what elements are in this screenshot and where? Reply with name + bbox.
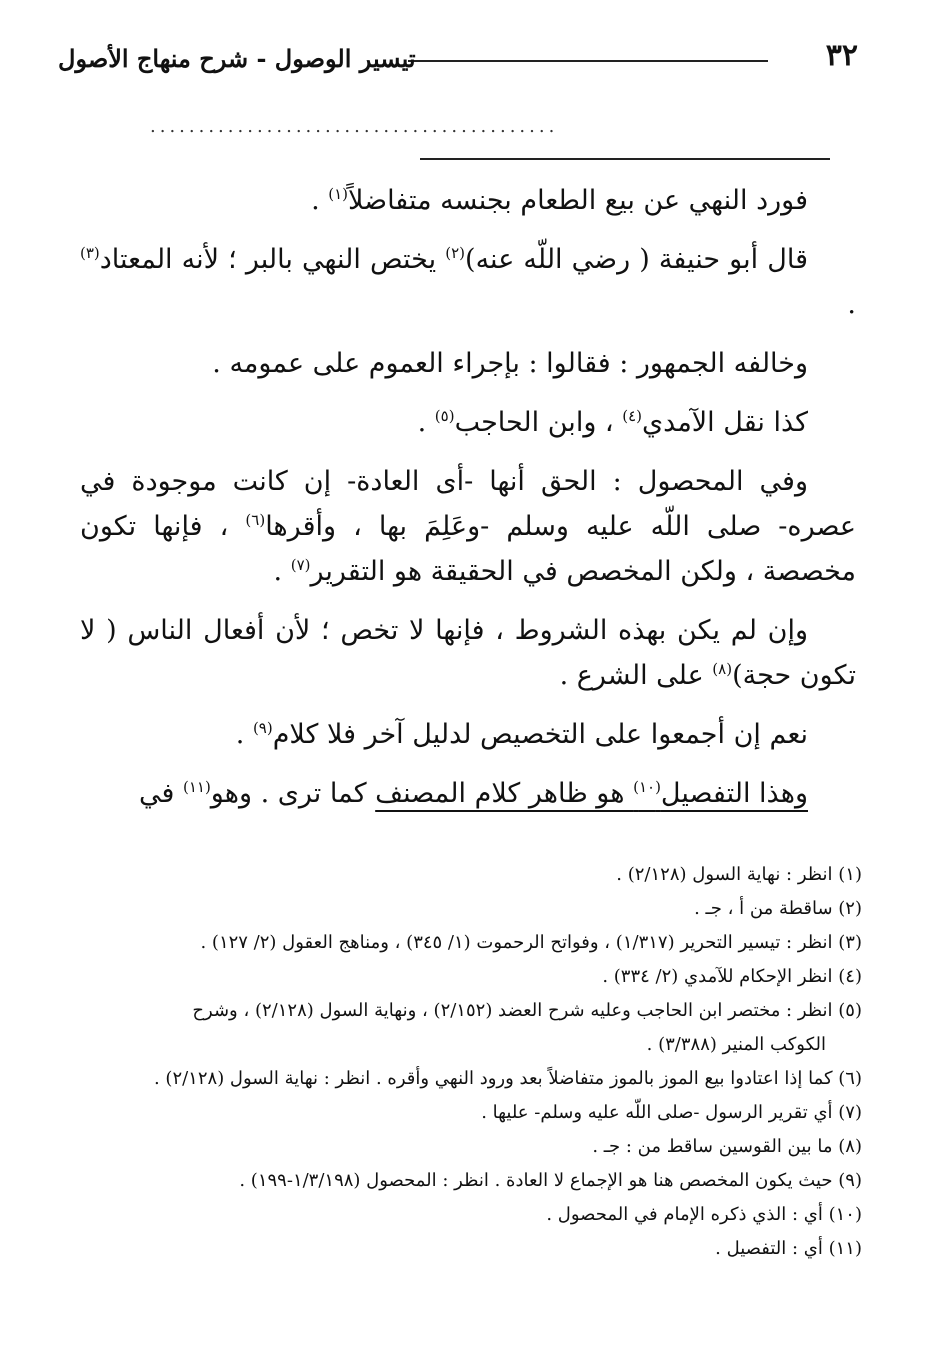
footnotes [92, 858, 862, 1266]
footnote-7: (٧) أي تقرير الرسول -صلى اللّه عليه وسلم- عليها . [481, 1102, 862, 1123]
footnote-ref: (٤) [622, 407, 643, 425]
running-title: تيسير الوصول - شرح منهاج الأصول [58, 44, 416, 73]
paragraph-5: وفي المحصول : الحق أنها -أى العادة- إن كانت موجودة في عصره- صلى اللّه عليه وسلم -وعَلِمَ بها ، وأقرها$^{(٦)}$ ، فإنها تكون مخصصة ، ولكن المخصص في الحقيقة هو التقرير$^{(٧)}$ . [80, 466, 857, 587]
footnote-4: (٤) انظر الإحكام للآمدي (٢/ ٣٣٤) . [602, 966, 862, 987]
paragraph-6: وإن لم يكن بهذه الشروط ، فإنها لا تخص ؛ لأن أفعال الناس ( لا تكون حجة)$^{(٨)}$ على الشرع . [80, 615, 856, 691]
section-rule [420, 158, 830, 160]
paragraph-4: كذا نقل الآمدي$^{(٤)}$ ، وابن الحاجب$^{(٥)}$ . [417, 407, 808, 438]
footnote-5: (٥) انظر : مختصر ابن الحاجب وعليه شرح العضد (٢/١٥٢) ، ونهاية السول (٢/١٢٨) ، وشرح [192, 1000, 862, 1021]
paragraph-1: فورد النهي عن بيع الطعام بجنسه متفاضلاً$^{(١)}$ . [311, 185, 808, 216]
footnote-10: (١٠) أي : الذي ذكره الإمام في المحصول . [546, 1204, 862, 1225]
footnote-ref: (٥) [434, 407, 455, 425]
paragraph-8: وهذا التفصيل$^{(١٠)}$ هو ظاهر كلام المصنف كما ترى . وهو$^{(١١)}$ في [138, 778, 808, 809]
page-header [58, 38, 858, 82]
header-rule [408, 60, 768, 62]
footnote-9: (٩) حيث يكون المخصص هنا هو الإجماع لا العادة . انظر : المحصول (١/٣/١٩٨-١٩٩) . [239, 1170, 862, 1191]
footnote-5-continued: الكوكب المنير (٣/٣٨٨) . [646, 1034, 826, 1055]
footnote-6: (٦) كما إذا اعتادوا بيع الموز بالموز متفاضلاً بعد ورود النهي وأقره . انظر : نهاية السول (٢/١٢٨) . [153, 1068, 862, 1089]
footnote-ref: (١١) [182, 778, 211, 796]
main-text [80, 178, 856, 830]
footnote-ref: (١) [328, 185, 349, 203]
footnote-ref: (٣) [80, 244, 100, 262]
footnote-2: (٢) ساقطة من أ ، جـ . [694, 898, 862, 919]
paragraph-2: قال أبو حنيفة ( رضي اللّه عنه)$^{(٢)}$ يختص النهي بالبر ؛ لأنه المعتاد$^{(٣)}$ . [80, 244, 856, 320]
underlined-text: وهذا التفصيل$^{(١٠)}$ هو ظاهر كلام المصنف [375, 778, 808, 809]
footnote-ref: (٩) [252, 719, 273, 737]
footnote-8: (٨) ما بين القوسين ساقط من : جـ . [592, 1136, 862, 1157]
footnote-ref: (٧) [290, 556, 311, 574]
footnote-3: (٣) انظر : تيسير التحرير (١/٣١٧) ، وفواتح الرحموت (١/ ٣٤٥) ، ومناهج العقول (٢/ ١٢٧) . [200, 932, 862, 953]
ellipsis-dots: .......................................... [150, 116, 559, 137]
footnote-ref: (١٠) [633, 778, 661, 796]
footnote-1: (١) انظر : نهاية السول (٢/١٢٨) . [616, 864, 862, 885]
footnote-ref: (٨) [712, 660, 733, 678]
paragraph-3: وخالفه الجمهور : فقالوا : بإجراء العموم على عمومه . [212, 348, 808, 379]
footnote-11: (١١) أي : التفصيل . [715, 1238, 862, 1259]
paragraph-7: نعم إن أجمعوا على التخصيص لدليل آخر فلا كلام$^{(٩)}$ . [235, 719, 808, 750]
footnote-ref: (٦) [245, 511, 266, 529]
footnote-ref: (٢) [445, 244, 466, 262]
page-number: ٣٢ [825, 38, 858, 73]
